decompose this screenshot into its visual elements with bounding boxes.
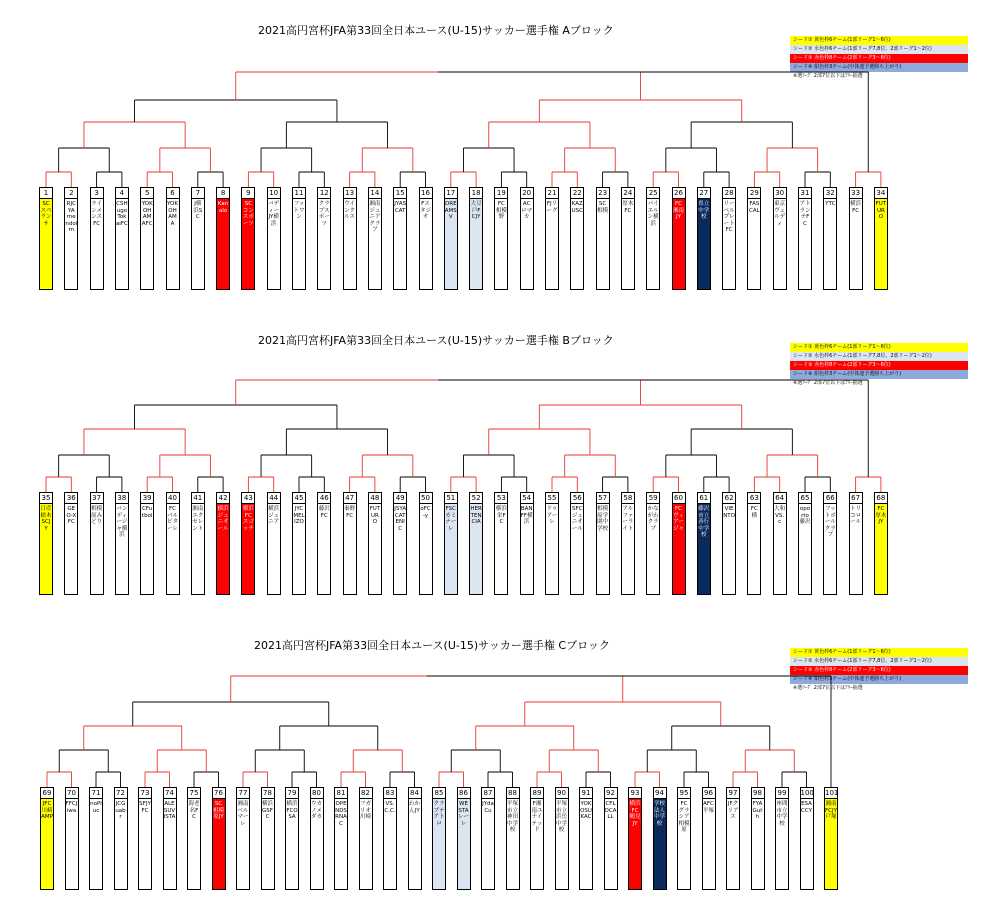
team-name: 座間市立中学校 [776, 801, 788, 827]
team-number: 61 [699, 494, 709, 502]
legend-seed4: シード④ 紺色枠3チーム(中体連予選勝ち上がり) [790, 675, 968, 684]
team-number: 11 [294, 189, 304, 197]
team-number: 76 [214, 789, 223, 797]
team-number: 32 [825, 189, 835, 197]
team-name: JFクリアス [727, 801, 739, 821]
team-name: FC横 [750, 506, 758, 519]
team-number: 72 [116, 789, 125, 797]
legend-seed3: シード③ 赤色枠8チーム(2部リーグ3～6位) [790, 361, 968, 370]
team-number: 31 [800, 189, 810, 197]
team-name: JYCMELIZO [293, 506, 305, 526]
team-name: CFLOCALL [604, 801, 617, 821]
team-number: 101 [825, 789, 839, 797]
team-number: 27 [699, 189, 709, 197]
legend-note: ※選ﾘｰｸﾞ 2部7位以下はﾌﾘｰ抽選 [790, 72, 968, 81]
team-number: 7 [192, 188, 204, 199]
team-number: 33 [851, 189, 861, 197]
team-number: 14 [370, 189, 380, 197]
team-name: ウインクルス [344, 201, 356, 221]
team-number: 10 [269, 189, 279, 197]
team-name: 湘南ジュニアクラブ [369, 201, 381, 234]
team-number: 62 [724, 494, 734, 502]
team-number: 100 [800, 789, 814, 797]
team-name: GEO-XFC [66, 506, 77, 526]
team-number: 91 [581, 789, 591, 797]
team-number: 63 [749, 494, 759, 502]
team-number: 1 [40, 188, 52, 199]
team-number: 35 [41, 494, 51, 502]
team-name: 相模原みどり [91, 506, 103, 526]
team-name: 藤沢市立善行中学校 [698, 504, 710, 594]
team-name: SC相模 [597, 201, 609, 214]
team-number: 75 [189, 789, 199, 797]
team-name: 平塚市立神田中学校 [506, 801, 518, 834]
team-name: ACロマカ [521, 201, 533, 221]
team-name: Fスタジオ [419, 201, 431, 221]
team-number: 6 [167, 188, 179, 199]
team-name: バンディージャ横浜 [116, 506, 128, 539]
bracket-block-3 [0, 610, 1000, 915]
team-name: 大和VS.c [774, 506, 786, 526]
team-name: クラブテアトロ [433, 799, 445, 889]
team-number: 56 [572, 494, 582, 502]
team-number: 36 [66, 494, 76, 502]
team-number: 15 [395, 189, 405, 197]
team-number: 40 [168, 494, 177, 502]
team-name: DREAMSV [445, 199, 457, 289]
team-number: 58 [623, 494, 633, 502]
team-name: FUTURO [369, 506, 381, 526]
team-number: 50 [421, 494, 430, 502]
team-name: Kanalo [217, 199, 229, 289]
team-name: JYASCAT [394, 201, 407, 214]
team-number: 59 [648, 494, 658, 502]
team-name: 藤沢FC [318, 506, 330, 519]
team-number: 88 [508, 789, 517, 797]
team-name: JSYACATENIC [394, 506, 407, 532]
team-name: わかんJY [408, 801, 420, 814]
team-number: 25 [648, 189, 658, 197]
team-name: RJCYAmendoim [65, 201, 78, 234]
team-name: 相模原学園中学校 [597, 506, 609, 532]
team-name: CSHugoTokaiFC [115, 201, 128, 227]
team-name: 学校法人中学校 [654, 799, 666, 889]
bracket-lines [0, 610, 1000, 915]
team-number: 93 [630, 789, 640, 797]
team-number: 94 [655, 789, 664, 797]
team-number: 5 [141, 188, 153, 199]
team-number: 83 [385, 789, 395, 797]
team-number: 18 [471, 189, 481, 197]
team-number: 23 [598, 189, 608, 197]
team-name: 横浜FCスゴッチ [242, 504, 254, 594]
team-number: 84 [410, 789, 419, 797]
team-name: アルファーライト [622, 506, 634, 532]
team-name: バディーJY横浜 [268, 201, 280, 227]
team-name: FC湘南JY [673, 199, 685, 289]
team-name: JFC川崎AMP [41, 799, 53, 889]
team-name: トリコロール [850, 506, 862, 526]
team-number: 55 [547, 494, 557, 502]
team-name: 厚木FC [622, 201, 634, 214]
team-number: 46 [319, 494, 329, 502]
team-name: 横浜ジュニア [268, 506, 280, 526]
team-name: FCヴィアージャ [673, 504, 685, 594]
team-number: 54 [522, 494, 532, 502]
team-number: 21 [547, 189, 557, 197]
team-number: 64 [775, 494, 785, 502]
team-number: 37 [92, 494, 102, 502]
team-name: 平塚市立浜岳中学校 [555, 801, 567, 834]
team-name: バイエルン横浜 [647, 201, 659, 227]
team-name: 横浜栄FC [495, 506, 507, 526]
team-number: 90 [557, 789, 566, 797]
team-name: ラインメンスFC [91, 201, 103, 227]
team-name: FSCカミナーレ [445, 504, 457, 594]
legend-seed3: シード③ 赤色枠8チーム(2部リーグ3～6位) [790, 666, 968, 675]
team-number: 45 [294, 494, 304, 502]
team-number: 24 [623, 189, 633, 197]
bracket-block-1 [0, 0, 1000, 305]
bracket-block-2 [0, 305, 1000, 610]
legend-seed3: シード③ 赤色枠8チーム(2部リーグ3～6位) [790, 54, 968, 63]
team-number: 80 [312, 789, 321, 797]
team-number: 73 [140, 789, 150, 797]
team-number: 78 [263, 789, 272, 797]
legend-note: ※選ﾘｰｸﾞ 2部7位以下はﾌﾘｰ抽選 [790, 684, 968, 693]
team-number: 87 [483, 789, 493, 797]
legend-seed2: シード② 水色枠6チーム(1部リーグ7,8位、2部リーグ1～2位) [790, 45, 968, 54]
team-name: 湘南FCJY戸塚 [825, 799, 837, 889]
legend-seed2: シード② 水色枠6チーム(1部リーグ7,8位、2部リーグ1～2位) [790, 352, 968, 361]
team-name: 日産栃木SCJY [40, 504, 52, 594]
legend-seed1: シード① 黄色枠6チーム(1部リーグ1～6位) [790, 36, 968, 45]
team-number: 2 [65, 188, 77, 199]
team-number: 97 [728, 789, 738, 797]
team-number: 41 [193, 494, 203, 502]
team-number: 74 [165, 789, 174, 797]
team-number: 3 [91, 188, 103, 199]
team-number: 99 [777, 789, 787, 797]
block-title: 2021高円宮杯JFA第33回全日本ユース(U-15)サッカー選手権 Bブロック [258, 334, 614, 347]
team-number: 9 [242, 188, 254, 199]
team-name: FUTURO [875, 199, 887, 289]
team-name: ウカノメダカ [310, 801, 322, 821]
team-name: JYdaCu [482, 801, 494, 814]
team-name: 湘南エクセレント [192, 506, 204, 532]
team-name: FASCAL [749, 201, 760, 214]
team-number: 29 [749, 189, 759, 197]
team-name: クラブスポーツ [318, 201, 330, 227]
team-number: 49 [395, 494, 405, 502]
team-name: アトランテFC [799, 201, 811, 227]
team-name: 横浜ジュニオール [217, 504, 229, 594]
team-name: 県立中学校 [698, 199, 710, 289]
team-number: 38 [117, 494, 127, 502]
team-number: 81 [336, 789, 346, 797]
team-number: 98 [753, 789, 762, 797]
team-number: 44 [269, 494, 279, 502]
bracket-lines [0, 305, 1000, 610]
team-number: 16 [421, 189, 430, 197]
team-name: oporto藤沢 [799, 506, 811, 526]
team-number: 39 [142, 494, 152, 502]
team-number: 79 [287, 789, 297, 797]
team-name: 海老名FC [188, 801, 200, 821]
team-name: FYAGuth [752, 801, 763, 821]
team-name: KAZUSC [571, 201, 583, 214]
team-name: FCパルピターレ [166, 506, 178, 532]
team-name: OPENDSRNAC [335, 801, 347, 827]
team-number: 42 [218, 494, 228, 502]
team-number: 13 [345, 189, 355, 197]
legend-seed4: シード④ 紺色枠3チーム(中体連予選勝ち上がり) [790, 370, 968, 379]
team-name: FJリーグ [546, 201, 558, 214]
team-number: 60 [674, 494, 683, 502]
team-number: 89 [532, 789, 542, 797]
team-name: HERTENCIA [470, 504, 482, 594]
team-number: 43 [243, 494, 253, 502]
team-name: ALESUVISTA [163, 801, 176, 821]
legend-seed2: シード② 水色枠6チーム(1部リーグ7,8位、2部リーグ1～2位) [790, 657, 968, 666]
team-name: 横浜FCOSA [286, 801, 298, 821]
team-number: 66 [825, 494, 835, 502]
team-name: SFCジュニオール [571, 506, 583, 532]
team-name: VIENTO [723, 506, 735, 519]
team-number: 52 [471, 494, 481, 502]
team-number: 67 [851, 494, 861, 502]
team-number: 28 [724, 189, 734, 197]
team-name: YOKOHAMAFC [141, 201, 153, 227]
team-name: oFC-y [420, 506, 431, 519]
team-name: FCグラシア相模原 [678, 801, 690, 834]
legend-note: ※選ﾘｰｸﾞ 2部7位以下はﾌﾘｰ抽選 [790, 379, 968, 388]
legend-seed1: シード① 黄色枠6チーム(1部リーグ1～6位) [790, 648, 968, 657]
team-name: SCコンスポーツ [242, 199, 254, 289]
team-number: 53 [496, 494, 506, 502]
team-number: 51 [446, 494, 456, 502]
team-name: ドゥアーレ [546, 506, 558, 526]
team-name: フットボールクラブ [824, 506, 836, 539]
team-number: 48 [370, 494, 380, 502]
legend-seed1: シード① 黄色枠6チーム(1部リーグ1～6位) [790, 343, 968, 352]
team-name: AFC平塚 [702, 801, 714, 814]
team-number: 20 [522, 189, 532, 197]
team-number: 85 [434, 789, 444, 797]
team-name: SC相模原JY [213, 799, 225, 889]
block-title: 2021高円宮杯JFA第33回全日本ユース(U-15)サッカー選手権 Cブロック [254, 639, 610, 652]
team-number: 19 [496, 189, 506, 197]
team-name: WESTAレーレ [458, 799, 470, 889]
team-name: 横浜FC鶴見JY [629, 799, 641, 889]
team-name: 湘南ベルマーレ [237, 801, 249, 827]
team-name: J横浜SC [193, 201, 203, 221]
team-number: 30 [775, 189, 785, 197]
team-name: VS.C.C. [384, 801, 396, 814]
team-number: 92 [606, 789, 615, 797]
team-number: 68 [876, 494, 886, 502]
team-number: 34 [876, 189, 886, 197]
team-number: 70 [67, 789, 76, 797]
team-name: SCスペランサ [40, 199, 52, 289]
team-name: FFCJiwa [65, 801, 78, 814]
team-number: 57 [598, 494, 608, 502]
team-name: F湘南ユナイテッド [531, 801, 543, 834]
team-number: 4 [116, 188, 128, 199]
team-name: noPluc [90, 801, 102, 814]
team-name: 大豆戸FCJY [470, 199, 482, 289]
team-name: リーベルプレートFC [723, 201, 735, 234]
team-number: 17 [446, 189, 456, 197]
team-name: ESACCY [801, 801, 812, 814]
team-name: 秦野FC [344, 506, 356, 519]
team-number: 82 [361, 789, 370, 797]
team-number: 77 [238, 789, 248, 797]
team-number: 69 [42, 789, 52, 797]
team-number: 71 [91, 789, 101, 797]
team-name: フガリオ川崎 [359, 801, 371, 821]
team-number: 26 [674, 189, 683, 197]
legend-seed4: シード④ 紺色枠3チーム(中体連予選勝ち上がり) [790, 63, 968, 72]
team-number: 65 [800, 494, 810, 502]
team-name: かながわクラブ [647, 506, 659, 532]
team-number: 95 [679, 789, 689, 797]
team-name: フットワン [293, 201, 305, 221]
team-name: YTC [825, 201, 836, 207]
team-name: YOKOHAMA [167, 201, 178, 227]
team-name: FC相模野 [495, 201, 507, 221]
team-name: YOKOSUKAC [580, 801, 592, 821]
team-name: FC厚木JY [875, 504, 887, 594]
team-number: 47 [345, 494, 355, 502]
team-number: 86 [459, 789, 468, 797]
team-name: 横浜FC [850, 201, 862, 214]
team-name: 横浜GSFC [261, 801, 273, 821]
team-name: BANFF横浜 [520, 506, 533, 526]
team-name: SFJYFC [139, 801, 151, 814]
team-number: 12 [319, 189, 329, 197]
team-name: JCGuabr [115, 801, 126, 821]
block-title: 2021高円宮杯JFA第33回全日本ユース(U-15)サッカー選手権 Aブロック [258, 24, 614, 37]
team-number: 8 [217, 188, 229, 199]
team-number: 22 [572, 189, 582, 197]
team-name: CFutbol [141, 506, 153, 519]
team-number: 96 [704, 789, 713, 797]
bracket-lines [0, 0, 1000, 305]
team-name: 東京ヴェルディ [774, 201, 786, 227]
